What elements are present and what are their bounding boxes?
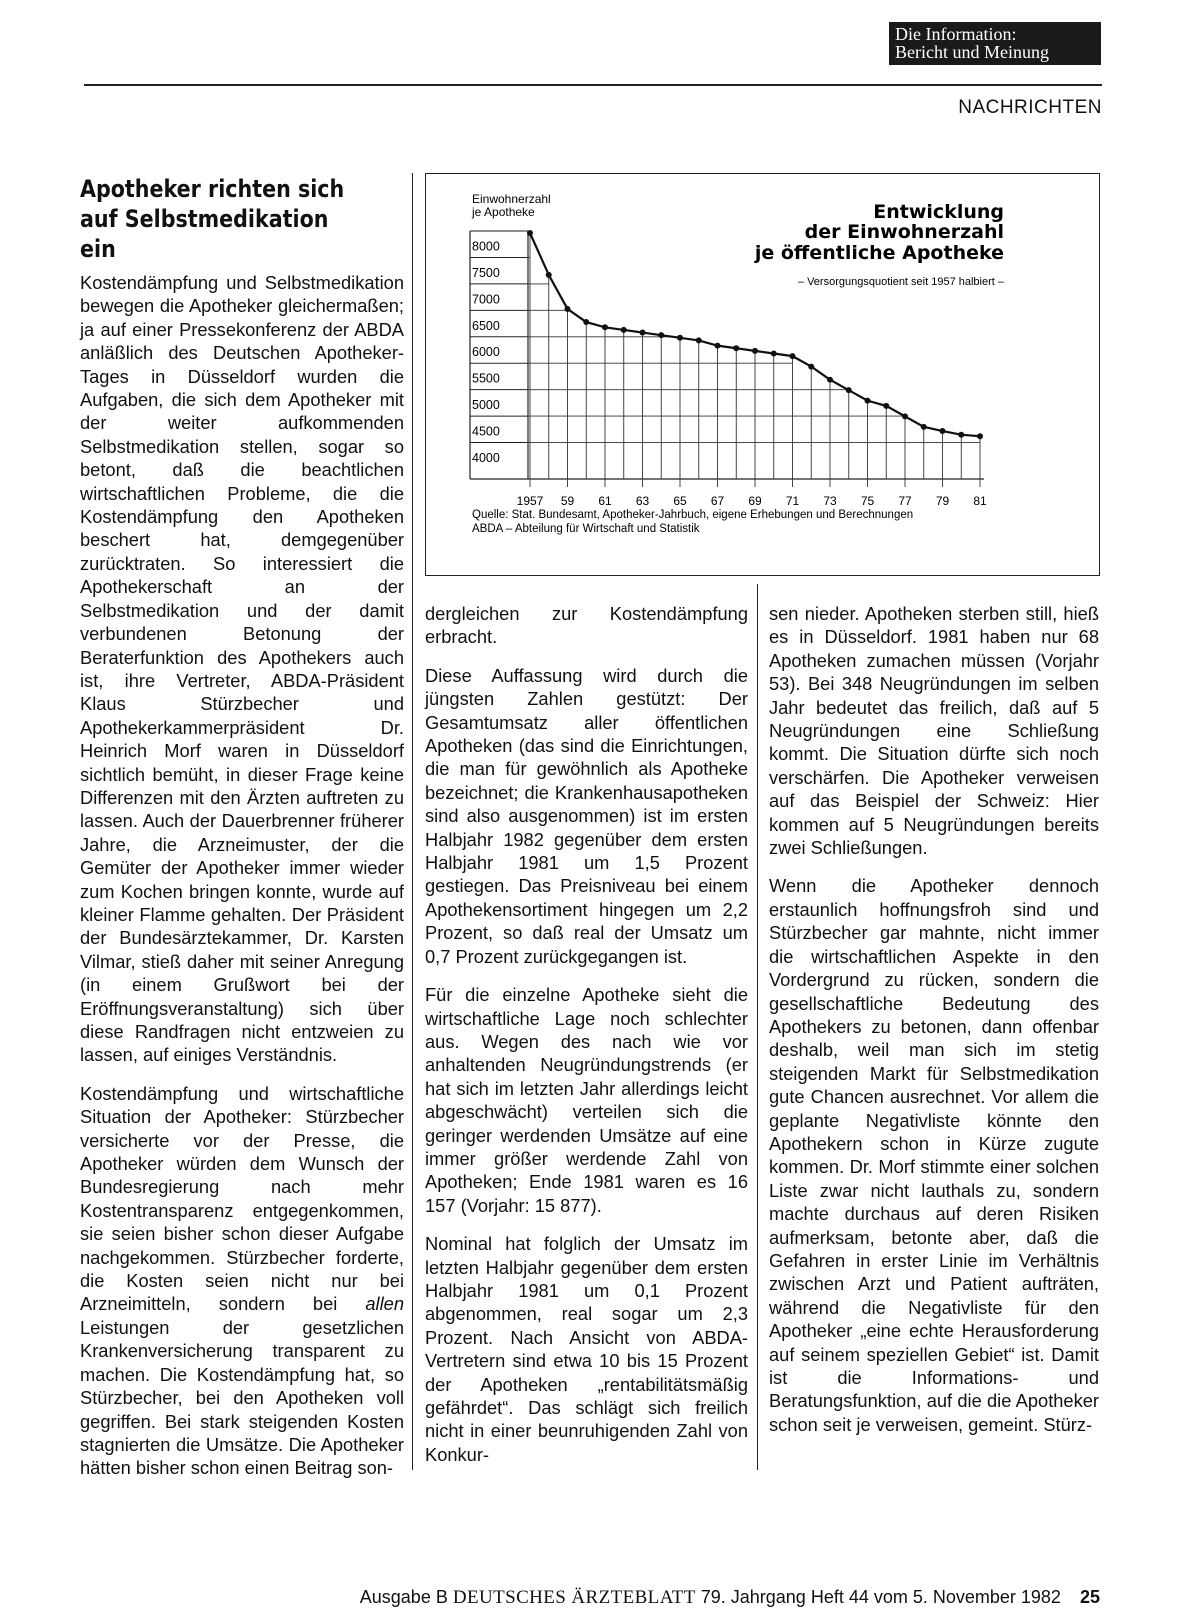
data-point — [902, 413, 908, 419]
article-column-2 — [425, 602, 748, 1481]
chart-title-line-3: je öffentliche Apotheke — [754, 242, 1004, 264]
column-divider — [757, 584, 758, 1470]
footer-issue: 79. Jahrgang Heft 44 vom 5. November 1982 — [700, 1587, 1061, 1607]
footer-edition: Ausgabe B — [359, 1587, 448, 1607]
x-tick-labels — [517, 494, 987, 508]
header-rule — [84, 84, 1102, 86]
data-point — [621, 327, 627, 333]
data-point — [846, 387, 852, 393]
data-point — [733, 345, 739, 351]
data-point — [808, 364, 814, 370]
data-point — [658, 332, 664, 338]
paragraph: sen nieder. Apotheken sterben still, hieß es in Düsseldorf. 1981 haben nur 68 Apotheken zumachen müssen (Vorjahr 53). Bei 348 Neugründungen im selben Jahr bedeutet das freilich, daß auf 5 Neugründungen eine Schließung kommt. Die Situation dürfte sich noch verschärfen. Die Apotheker verweisen auf das Beispiel der Schweiz: Hier kommen auf 5 Neugründungen bereits zwei Schließungen. — [769, 603, 1099, 859]
data-point — [958, 432, 964, 438]
y-tick-label: 4500 — [472, 424, 500, 439]
data-point — [752, 348, 758, 354]
data-point — [565, 306, 571, 312]
data-point — [583, 319, 589, 325]
data-point — [977, 433, 983, 439]
footer-magazine: DEUTSCHES ÄRZTEBLATT — [452, 1587, 696, 1608]
data-point — [715, 343, 721, 349]
y-tick-labels — [472, 239, 500, 465]
x-tick-label: 59 — [560, 494, 575, 508]
headline-line-2: auf Selbstmedikation ein — [80, 205, 329, 263]
x-tick-label: 71 — [785, 494, 800, 508]
data-point — [921, 424, 927, 430]
data-point — [602, 324, 608, 330]
paragraph: Für die einzelne Apotheke sieht die wirtschaftliche Lage noch schlechter aus. Wegen des nach wie vor anhaltenden Neugründungstrends (er hat sich im letzten Jahr allerdings leicht abgeschwächt) verteilen sich die geringer werdenden Umsätze auf eine immer größer werdende Zahl von Apotheken; Ende 1981 waren es 16 157 (Vorjahr: 15 877). — [425, 984, 748, 1216]
page-footer — [0, 1587, 1100, 1609]
paragraph: dergleichen zur Kostendämpfung erbracht. — [425, 603, 748, 648]
data-point — [865, 398, 871, 404]
chart-panel — [425, 173, 1100, 576]
headline-line-1: Apotheker richten sich — [80, 175, 345, 203]
y-tick-label: 7500 — [472, 265, 500, 280]
x-tick-label: 75 — [860, 494, 875, 508]
rubric-line-2: Bericht und Meinung — [895, 42, 1049, 62]
y-tick-label: 5000 — [472, 398, 500, 413]
x-tick-label: 81 — [973, 494, 987, 508]
y-axis-label-line-1: Einwohnerzahl — [472, 192, 551, 206]
x-tick-label: 63 — [635, 494, 650, 508]
population-chart — [426, 174, 1101, 577]
article-column-1 — [80, 271, 404, 1495]
data-point — [640, 330, 646, 336]
x-tick-label: 65 — [673, 494, 687, 508]
y-tick-label: 4000 — [472, 451, 500, 465]
paragraph: Wenn die Apotheker dennoch erstaunlich hoffnungsfroh sind und Stürzbecher gar mahnte, nicht immer die wirtschaftlichen Aspekte in den Vordergrund zu rücken, sondern die gesellschaftliche Bedeutung des Apothekers zu betonen, dann offenbar deshalb, weil man sich im stetig steigenden Markt für Selbstmedikation gute Chancen ausrechnet. Vor allem die geplante Negativliste könnte den Apothekern schon in Kürze zugute kommen. Dr. Morf stimmte einer solchen Liste zwar nicht lauthals zu, sondern machte durchaus auf deren Risiken aufmerksam, betonte aber, daß die Gefahren in erster Linie im Verhältnis zwischen Arzt und Patient aufträten, während die Negativliste für den Apotheker „eine echte Herausforderung auf seinem speziellen Gebiet“ ist. Damit ist die Informations- und Beratungsfunktion, auf die die Apotheker schon seit je verweisen, gemeint. Stürz- — [769, 875, 1099, 1435]
column-divider — [412, 173, 413, 1470]
page-number: 25 — [1079, 1587, 1100, 1607]
x-tick-label: 77 — [898, 494, 912, 508]
chart-title-line-1: Entwicklung — [873, 201, 1004, 223]
data-point — [940, 428, 946, 434]
section-label: NACHRICHTEN — [958, 97, 1102, 118]
y-tick-label: 5500 — [472, 371, 500, 386]
chart-subtitle: – Versorgungsquotient seit 1957 halbiert – — [797, 276, 1004, 288]
y-tick-label: 7000 — [472, 292, 500, 307]
data-point — [883, 403, 889, 409]
data-point — [696, 337, 702, 343]
data-point — [827, 377, 833, 383]
article-column-3 — [769, 602, 1099, 1451]
data-point — [527, 230, 533, 236]
y-tick-label: 8000 — [472, 239, 500, 254]
data-point — [546, 272, 552, 278]
chart-title-line-2: der Einwohnerzahl — [804, 221, 1004, 243]
rubric-tag — [889, 22, 1101, 65]
data-point — [771, 350, 777, 356]
y-axis-label-line-2: je Apotheke — [472, 205, 535, 219]
paragraph-text: Leistungen der gesetzlichen Krankenversicherung transparent zu machen. Die Kostendämpfung hat, so Stürzbecher, bei den Apotheken voll gegriffen. Bei stark steigenden Kosten stagnierten die Umsätze. Die Apotheker hätten bisher schon einen Beitrag son- — [80, 1316, 404, 1479]
paragraph — [80, 1082, 404, 1480]
x-tick-label: 69 — [748, 494, 762, 508]
paragraph: Diese Auffassung wird durch die jüngsten Zahlen gestützt: Der Gesamtumsatz aller öffentlichen Apotheken (das sind die Einrichtungen, die man für gewöhnlich als Apotheke bezeichnet; die Krankenhausapotheken sind also ausgenommen) ist im ersten Halbjahr 1982 gegenüber dem ersten Halbjahr 1981 um 1,5 Prozent gestiegen. Das Preisniveau bei einem Apothekensortiment hingegen um 2,2 Prozent, so daß real der Umsatz um 0,7 Prozent zurückgegangen ist. — [425, 664, 748, 967]
article-headline — [80, 174, 364, 264]
data-point — [790, 353, 796, 359]
paragraph: Kostendämpfung und Selbstmedikation bewegen die Apotheker gleichermaßen; ja auf einer Pressekonferenz der ABDA anläßlich des Deutschen Apotheker-Tages in Düsseldorf wurden die Aufgaben, die sich dem Apotheker mit der weiter aufkommenden Selbstmedikation stellen, sogar so betont, daß die beachtlichen wirtschaftlichen Probleme, die die Kostendämpfung den Apotheken beschert hat, demgegenüber zurücktraten. So interessiert die Apothekerschaft an der Selbstmedikation und der damit verbundenen Betonung der Beraterfunktion des Apothekers auch ist, ihre Vertreter, ABDA-Präsident Klaus Stürzbecher und Apothekerkammerpräsident Dr. Heinrich Morf waren in Düsseldorf sichtlich bemüht, in dieser Frage keine Differenzen mit den Ärzten auftreten zu lassen. Auch der Dauerbrenner früherer Jahre, die Arzneimuster, der die Gemüter der Apotheker immer wieder zum Kochen bringen konnte, wurde auf kleiner Flamme gehalten. Der Präsident der Bundesärztekammer, Dr. Karsten Vilmar, stieß daher mit seiner Anregung (in einem Grußwort bei der Eröffnungsveranstaltung) sich über diese Randfragen nicht entzweien zu lassen, auf einiges Verständnis. — [80, 272, 404, 1066]
paragraph-text: Kostendämpfung und wirtschaftliche Situation der Apotheker: Stürzbecher versicherte vor der Presse, die Apotheker würden dem Wunsch der Bundesregierung nach mehr Kostentransparenz entgegenkommen, sie seien bisher schon dieser Aufgabe nachgekommen. Stürzbecher forderte, die Kosten seien nicht nur bei Arzneimitteln, sondern bei — [80, 1082, 404, 1315]
y-tick-label: 6000 — [472, 345, 500, 360]
emphasis-text: allen — [365, 1293, 404, 1315]
source-line-2: ABDA – Abteilung für Wirtschaft und Statistik — [472, 523, 700, 535]
y-tick-label: 6500 — [472, 318, 500, 333]
x-tick-label: 1957 — [516, 494, 544, 508]
source-line-1: Quelle: Stat. Bundesamt, Apotheker-Jahrbuch, eigene Erhebungen und Berechnungen — [472, 509, 914, 521]
rubric-line-1: Die Information: — [895, 24, 1017, 44]
x-tick-label: 61 — [598, 494, 612, 508]
x-tick-label: 67 — [710, 494, 725, 508]
data-point — [677, 335, 683, 341]
x-tick-label: 73 — [823, 494, 837, 508]
paragraph: Nominal hat folglich der Umsatz im letzten Halbjahr gegenüber dem ersten Halbjahr 1981 um 0,1 Prozent abgenommen, real sogar um 2,3 Prozent. Nach Ansicht von ABDA-Vertretern sind etwa 10 bis 15 Prozent der Apotheken „rentabilitätsmäßig gefährdet“. Das schlägt sich freilich nicht in einer beunruhigenden Zahl von Konkur- — [425, 1233, 748, 1465]
x-tick-label: 79 — [935, 494, 950, 508]
